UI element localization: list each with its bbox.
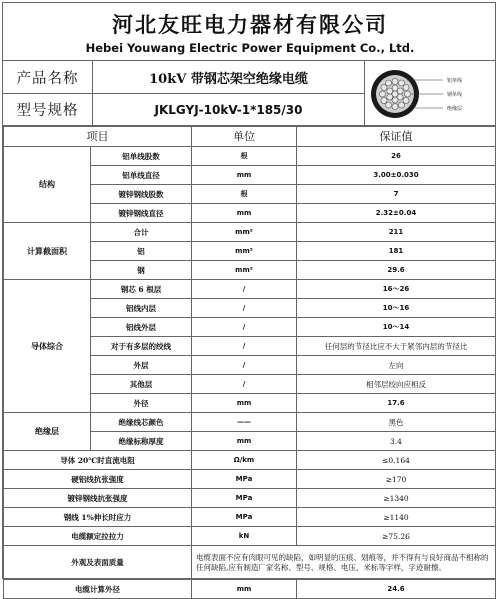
row-item: 对于有多层的绞线 bbox=[91, 337, 192, 356]
table-row bbox=[4, 223, 496, 242]
row-item: 外观及表面质量 bbox=[4, 546, 192, 580]
spec-table bbox=[3, 125, 496, 599]
row-unit: kN bbox=[192, 527, 297, 546]
row-item: 导体 20℃时直流电阻 bbox=[4, 451, 192, 470]
row-item: 电缆计算外径 bbox=[4, 580, 192, 599]
row-unit: MPa bbox=[192, 508, 297, 527]
header-unit: 单位 bbox=[192, 126, 297, 147]
row-value: ≥75.26 bbox=[297, 527, 496, 546]
row-unit: mm bbox=[192, 432, 297, 451]
group-insulation: 绝缘层 bbox=[4, 413, 91, 451]
row-value: 10～16 bbox=[297, 299, 496, 318]
row-unit: mm bbox=[192, 204, 297, 223]
row-value: 24.6 bbox=[297, 580, 496, 599]
row-unit: / bbox=[192, 337, 297, 356]
row-value: 3.00±0.030 bbox=[297, 166, 496, 185]
row-value: 7 bbox=[297, 185, 496, 204]
row-item: 其他层 bbox=[91, 375, 192, 394]
row-value: 17.6 bbox=[297, 394, 496, 413]
row-item: 铝单线直径 bbox=[91, 166, 192, 185]
table-row bbox=[4, 451, 496, 470]
row-value: 2.32±0.04 bbox=[297, 204, 496, 223]
row-item: 外层 bbox=[91, 356, 192, 375]
table-row bbox=[4, 280, 496, 299]
row-value: 26 bbox=[297, 147, 496, 166]
row-unit: mm bbox=[192, 580, 297, 599]
row-unit: / bbox=[192, 375, 297, 394]
row-value: ≥1340 bbox=[297, 489, 496, 508]
row-unit: mm² bbox=[192, 242, 297, 261]
table-row bbox=[4, 527, 496, 546]
row-unit: MPa bbox=[192, 489, 297, 508]
row-unit: MPa bbox=[192, 470, 297, 489]
model-value: JKLGYJ-10kV-1*185/30 bbox=[93, 93, 365, 126]
model-row bbox=[3, 93, 365, 126]
row-unit: Ω/km bbox=[192, 451, 297, 470]
table-row bbox=[4, 147, 496, 166]
row-unit: 根 bbox=[192, 147, 297, 166]
diagram-label-insulation: 绝缘层 bbox=[447, 106, 463, 112]
table-row bbox=[4, 508, 496, 527]
row-value: 任何层的节径比应不大于紧邻内层的节径比 bbox=[297, 337, 496, 356]
row-value: 左向 bbox=[297, 356, 496, 375]
row-value: 211 bbox=[297, 223, 496, 242]
row-item: 绝缘线芯颜色 bbox=[91, 413, 192, 432]
product-name-row bbox=[3, 61, 365, 94]
row-item: 镀锌钢线股数 bbox=[91, 185, 192, 204]
row-value: 181 bbox=[297, 242, 496, 261]
table-row bbox=[4, 413, 496, 432]
row-unit: / bbox=[192, 318, 297, 337]
group-area: 计算截面积 bbox=[4, 223, 91, 280]
row-unit: mm² bbox=[192, 261, 297, 280]
row-item: 镀锌钢线抗张强度 bbox=[4, 489, 192, 508]
row-item: 铝 bbox=[91, 242, 192, 261]
table-header-row bbox=[4, 126, 496, 147]
row-unit: mm bbox=[192, 394, 297, 413]
row-item: 钢 bbox=[91, 261, 192, 280]
row-item: 钢线 1%伸长时应力 bbox=[4, 508, 192, 527]
diagram-label-steel: 钢单线 bbox=[447, 92, 463, 98]
row-value: 16～26 bbox=[297, 280, 496, 299]
table-row bbox=[4, 470, 496, 489]
group-structure: 结构 bbox=[4, 147, 91, 223]
product-name-value: 10kV 带钢芯架空绝缘电缆 bbox=[93, 61, 365, 93]
row-unit: / bbox=[192, 356, 297, 375]
diagram-label-aluminum: 铝单线 bbox=[447, 78, 463, 84]
row-item: 硬铝线抗张强度 bbox=[4, 470, 192, 489]
row-value: 黑色 bbox=[297, 413, 496, 432]
row-item: 铝线外层 bbox=[91, 318, 192, 337]
row-item: 铝线内层 bbox=[91, 299, 192, 318]
row-value: 相邻层绞向应相反 bbox=[297, 375, 496, 394]
row-unit: / bbox=[192, 299, 297, 318]
row-unit: / bbox=[192, 280, 297, 299]
group-conductor: 导体综合 bbox=[4, 280, 91, 413]
row-unit: mm² bbox=[192, 223, 297, 242]
row-item: 电缆额定拉拉力 bbox=[4, 527, 192, 546]
spec-sheet bbox=[2, 2, 496, 594]
row-item: 外径 bbox=[91, 394, 192, 413]
row-unit: —— bbox=[192, 413, 297, 432]
table-row bbox=[4, 580, 496, 599]
table-row bbox=[4, 546, 496, 580]
row-item: 镀锌钢线直径 bbox=[91, 204, 192, 223]
company-name-cn: 河北友旺电力器材有限公司 bbox=[112, 12, 388, 37]
row-unit: mm bbox=[192, 166, 297, 185]
row-value: ≤0.164 bbox=[297, 451, 496, 470]
row-value: 29.6 bbox=[297, 261, 496, 280]
product-header bbox=[3, 60, 495, 127]
row-value: 10～14 bbox=[297, 318, 496, 337]
table-row bbox=[4, 489, 496, 508]
row-value-note: 电缆表面不应有肉眼可见的缺陷，如明显的压痕、划痕等，并不得有与良好商品不相称的任何缺陷,应有制造厂家名称、型号、规格、电压、米标等字样，字迹耐擦。 bbox=[192, 546, 496, 580]
row-unit: 根 bbox=[192, 185, 297, 204]
row-item: 铝单线股数 bbox=[91, 147, 192, 166]
row-value: ≥1140 bbox=[297, 508, 496, 527]
header-item: 项目 bbox=[4, 126, 192, 147]
row-value: ≥170 bbox=[297, 470, 496, 489]
model-label: 型号规格 bbox=[3, 93, 93, 126]
row-value: 3.4 bbox=[297, 432, 496, 451]
cable-cross-section-diagram bbox=[367, 63, 495, 124]
company-name-en: Hebei Youwang Electric Power Equipment Co., Ltd. bbox=[85, 41, 415, 55]
row-item: 合计 bbox=[91, 223, 192, 242]
row-item: 钢芯 6 根层 bbox=[91, 280, 192, 299]
row-item: 绝缘标称厚度 bbox=[91, 432, 192, 451]
header-value: 保证值 bbox=[297, 126, 496, 147]
product-name-label: 产品名称 bbox=[3, 61, 93, 93]
